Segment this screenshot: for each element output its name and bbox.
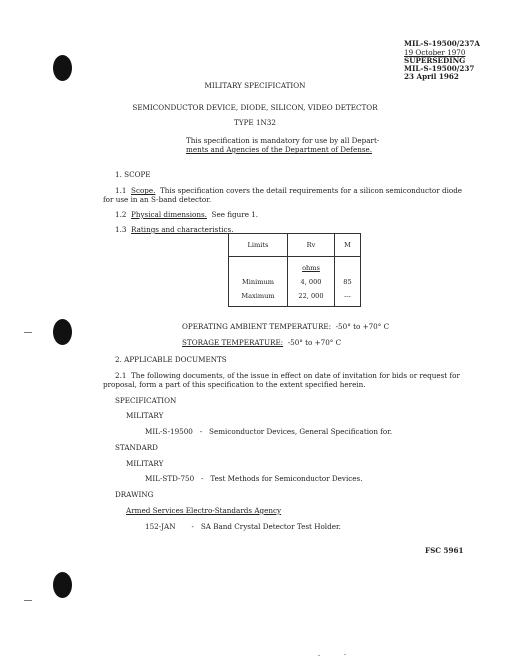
spec-doc-number: MIL-S-19500 [145,427,193,436]
drawing-doc-row [145,522,341,531]
table-cell: Minimum [242,277,274,286]
mandatory-line-2: ments and Agencies of the Department of Defense. [186,145,373,154]
operating-temperature [182,322,389,331]
drawing-doc-description: SA Band Crystal Detector Test Holder. [200,522,341,531]
table-cell: 85 [343,277,352,286]
superseded-doc: MIL-S-19500/237 [404,64,475,73]
storage-temperature [182,338,341,347]
paragraph-1-3-number: 1.3 [115,225,127,234]
type-line: TYPE 1N32 [234,118,276,127]
punch-hole-middle [53,319,72,345]
paragraph-1-1-line-1 [115,186,462,195]
std-doc-dash: - [201,474,204,483]
std-doc-row [145,474,363,483]
table-header-row [229,234,361,257]
doc-date: 19 October 1970 [404,48,466,57]
scan-mark [24,600,32,601]
paragraph-1-2-text: See figure 1. [211,210,259,219]
rv-cell [288,257,335,307]
drawing-label: DRAWING [115,490,154,499]
paragraph-1-2-title: Physical dimensions. [131,210,207,219]
limits-cell [229,257,288,307]
std-doc-description: Test Methods for Semiconductor Devices. [210,474,363,483]
device-title: SEMICONDUCTOR DEVICE, DIODE, SILICON, VIDEO DETECTOR [132,103,378,112]
paragraph-2-1-line-1 [115,371,460,380]
std-doc-number: MIL-STD-750 [145,474,195,483]
table-cell: 22, 000 [298,291,324,300]
military-label: MILITARY [126,411,164,420]
scan-speck [344,654,346,655]
spec-doc-dash: - [199,427,203,436]
ratings-table [228,233,361,307]
paragraph-1-1-text: This specification covers the detail requirements for a silicon semiconductor diode [160,186,463,195]
operating-temperature-label: OPERATING AMBIENT TEMPERATURE: [182,322,332,331]
paragraph-2-1-line-2: proposal, form a part of this specification to the extent specified herein. [103,380,366,389]
punch-hole-bottom [53,572,72,598]
doc-number: MIL-S-19500/237A [404,39,481,48]
storage-temperature-label: STORAGE TEMPERATURE: [182,338,284,347]
drawing-doc-number: 152-JAN [145,522,176,531]
superseding-label: SUPERSEDING [404,56,466,65]
paragraph-1-2-number: 1.2 [115,210,127,219]
superseded-date: 23 April 1962 [404,72,459,81]
fsc-code: FSC 5961 [425,546,464,555]
paragraph-1-1-title: Scope. [131,186,156,195]
table-cell: 4, 000 [300,277,322,286]
section-2-heading: 2. APPLICABLE DOCUMENTS [115,355,227,364]
paragraph-1-1-number: 1.1 [115,186,127,195]
paragraph-1-3 [115,225,234,234]
specification-label: SPECIFICATION [115,396,177,405]
paragraph-2-1-number: 2.1 [115,371,127,380]
table-cell: Maximum [241,291,275,300]
drawing-doc-dash: - [191,522,194,531]
paragraph-2-1-text: The following documents, of the issue in effect on date of invitation for bids or request for [131,371,460,380]
agency-label: Armed Services Electro-Standards Agency [126,506,282,515]
spec-doc-description: Semiconductor Devices, General Specification for. [209,427,393,436]
paragraph-1-2 [115,210,258,219]
scan-speck [318,655,320,656]
spec-doc-row [145,427,392,436]
section-1-heading: 1. SCOPE [115,170,151,179]
table-body-row [229,257,361,307]
table-header-cell: M [335,234,361,257]
storage-temperature-value: -50° to +70° C [287,338,342,347]
scan-mark [24,332,32,333]
mandatory-line-1: This specification is mandatory for use by all Depart- [186,136,380,145]
table-header-cell: Rv [288,234,335,257]
punch-hole-top [53,55,72,81]
unit-cell: ohms [302,263,320,272]
military-label-2: MILITARY [126,459,164,468]
table-header-cell: Limits [229,234,288,257]
paragraph-1-1-line-2: for use in an S-band detector. [103,195,212,204]
table-cell: --- [344,291,351,300]
spec-type-title: MILITARY SPECIFICATION [204,81,306,90]
m-cell [335,257,361,307]
paragraph-1-3-title: Ratings and characteristics. [131,225,234,234]
standard-label: STANDARD [115,443,158,452]
operating-temperature-value: -50° to +70° C [335,322,390,331]
